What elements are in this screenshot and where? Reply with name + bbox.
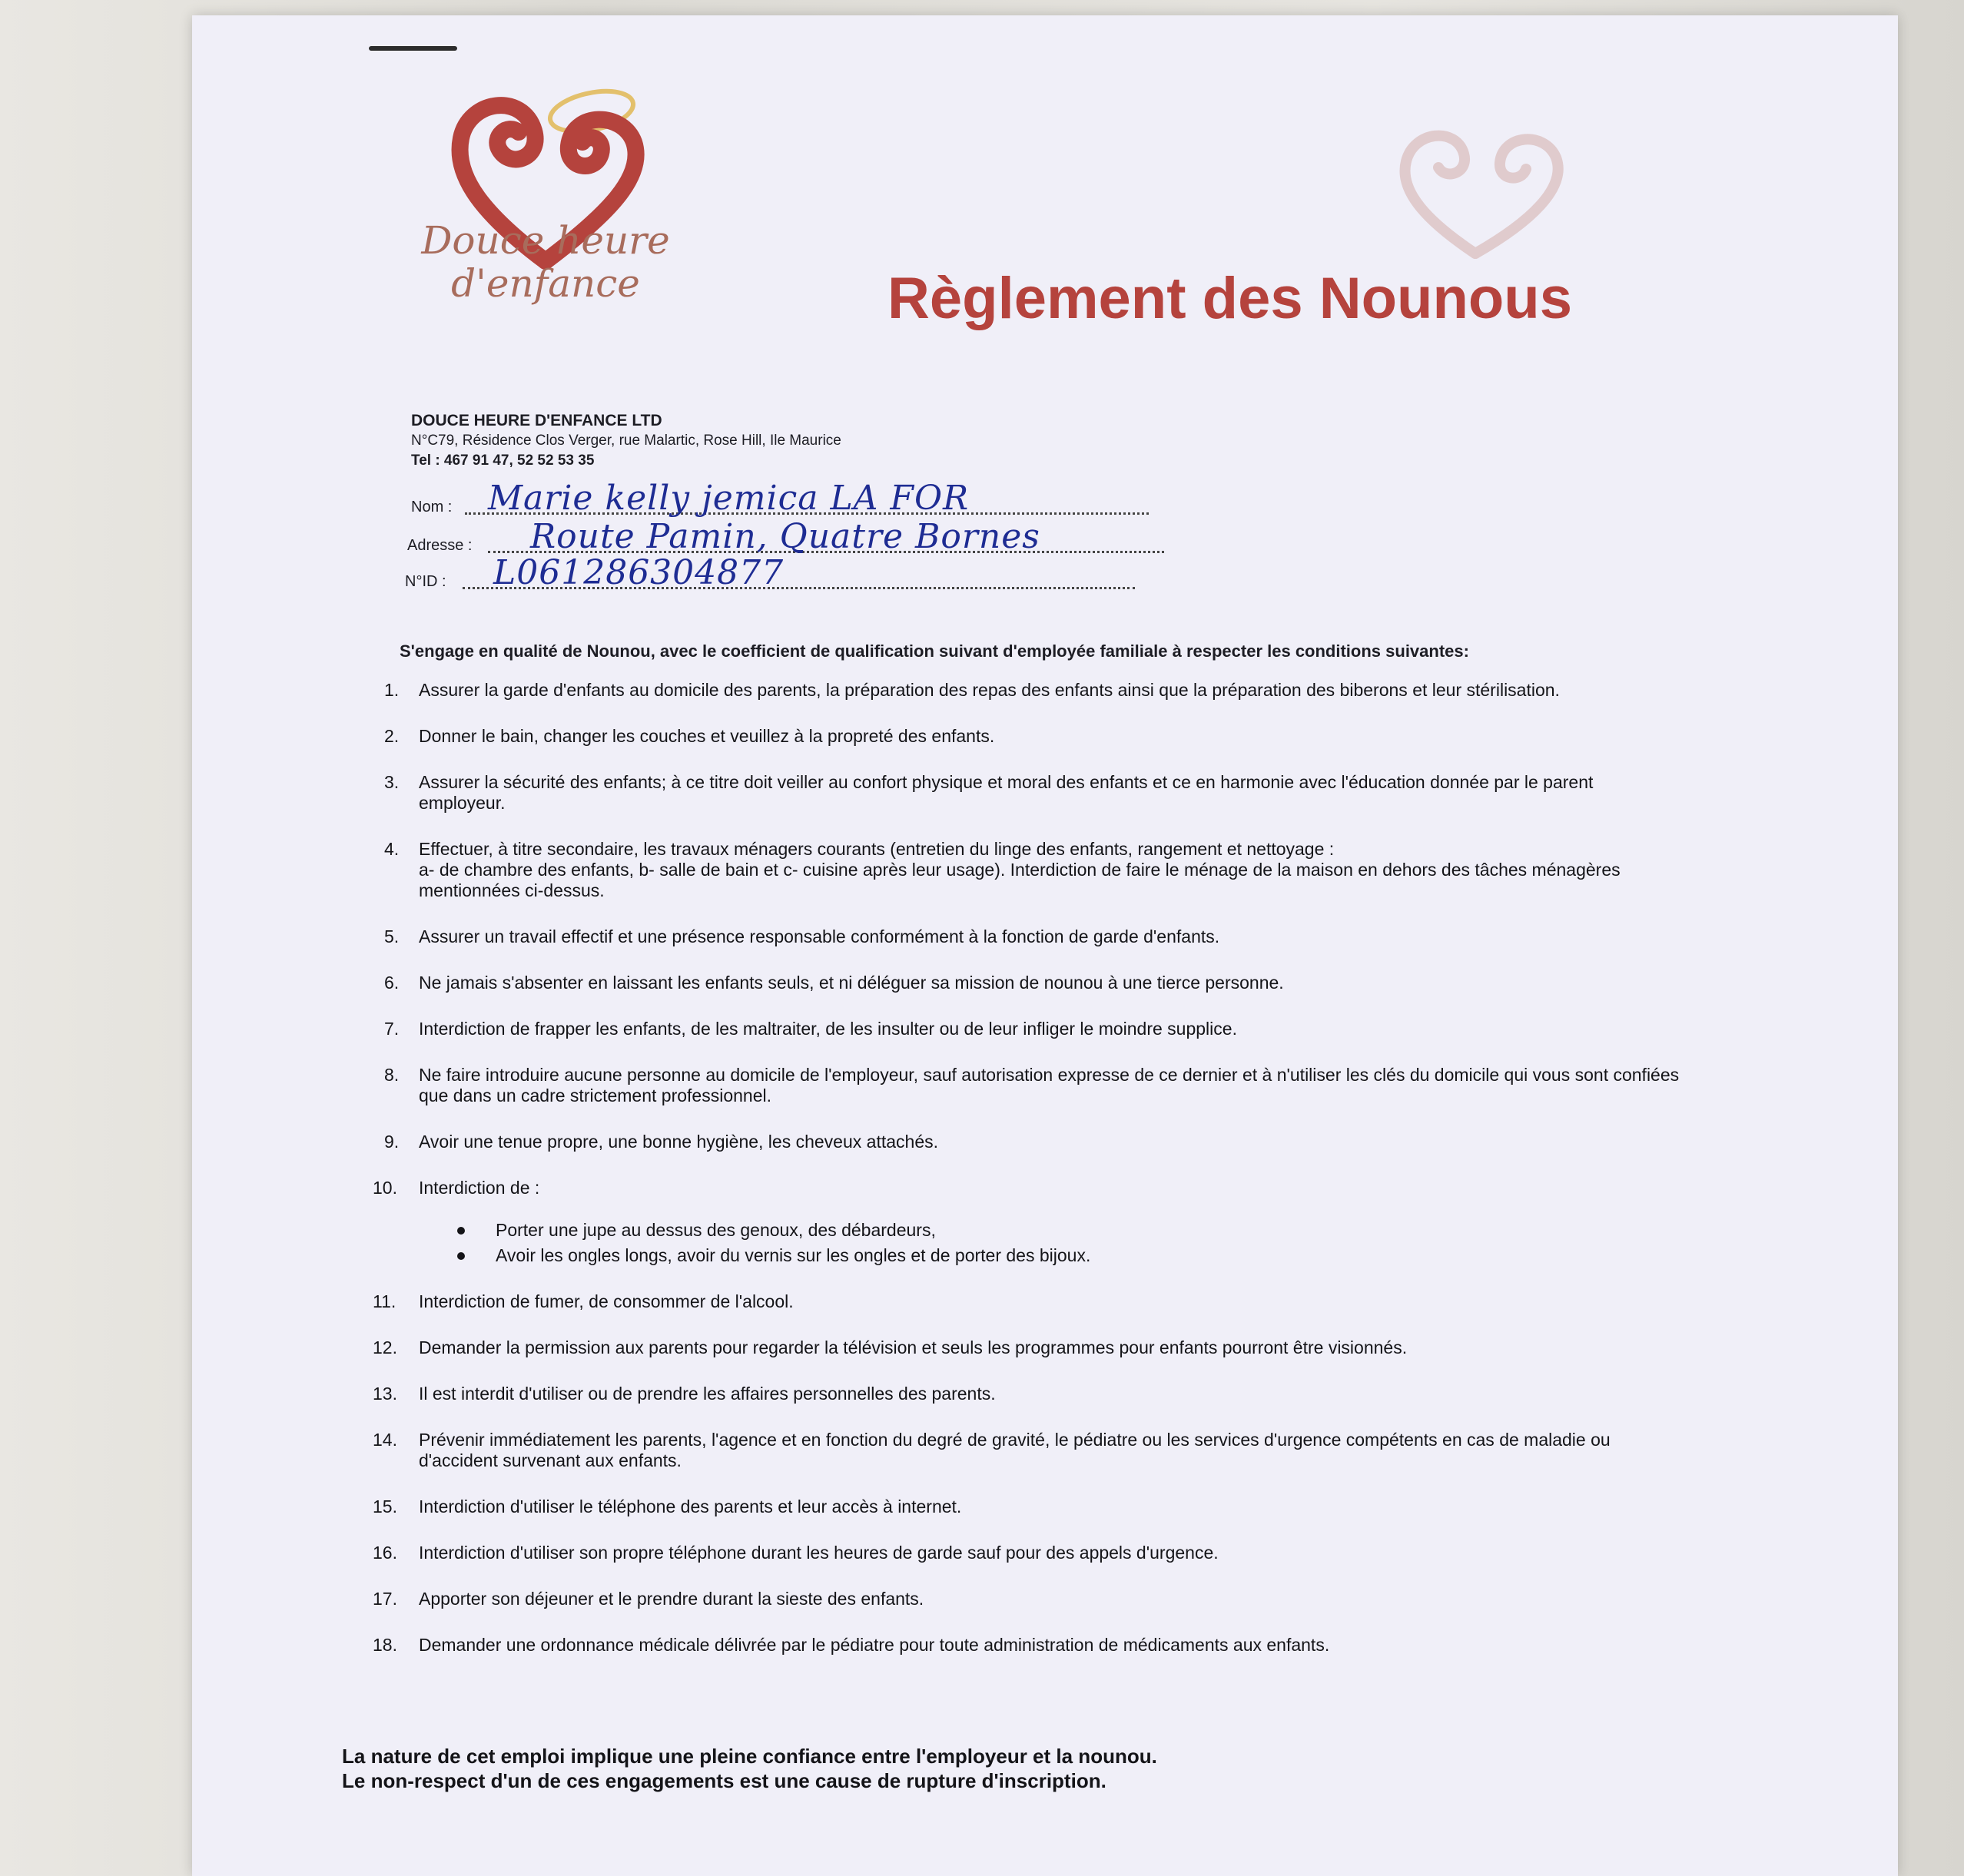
rule-number: 17.	[373, 1589, 397, 1609]
rule-text: Avoir une tenue propre, une bonne hygiène, les cheveux attachés.	[419, 1132, 938, 1152]
rule-number: 6.	[384, 973, 400, 993]
rule-text: Prévenir immédiatement les parents, l'agence et en fonction du degré de gravité, le pédiatre ou les services d'urgence compétents en cas de maladie ou d'accident survenant aux enfants.	[419, 1430, 1611, 1470]
rule-number: 8.	[384, 1065, 400, 1085]
rule-text: Interdiction d'utiliser son propre téléphone durant les heures de garde sauf pour des appels d'urgence.	[419, 1543, 1219, 1563]
rule-number: 9.	[384, 1132, 400, 1152]
id-handwritten-value: L061286304877	[493, 553, 785, 592]
rule-item	[361, 772, 1683, 814]
footer-statement	[342, 1744, 1648, 1793]
rule-text: Assurer un travail effectif et une présence responsable conformément à la fonction de garde d'enfants.	[419, 926, 1220, 946]
rule-number: 11.	[373, 1291, 396, 1311]
rule-text: Donner le bain, changer les couches et veuillez à la propreté des enfants.	[419, 726, 995, 746]
list-item: Porter une jupe au dessus des genoux, des débardeurs,	[450, 1220, 1683, 1241]
rule-item	[361, 1132, 1683, 1152]
list-item: Avoir les ongles longs, avoir du vernis sur les ongles et de porter des bijoux.	[450, 1245, 1683, 1266]
rule-number: 2.	[384, 726, 400, 746]
rule-item	[361, 1384, 1683, 1404]
rule-text: Assurer la garde d'enfants au domicile des parents, la préparation des repas des enfants ainsi que la préparation des biberons et leur stérilisation.	[419, 680, 1560, 700]
rule-item	[361, 1496, 1683, 1517]
rule-text: Ne jamais s'absenter en laissant les enfants seuls, et ni déléguer sa mission de nounou à une tierce personne.	[419, 973, 1284, 993]
heart-watermark-icon	[1383, 108, 1583, 261]
rule-text: Demander la permission aux parents pour regarder la télévision et seuls les programmes pour enfants pourront être visionnés.	[419, 1337, 1408, 1357]
rule-number: 12.	[373, 1337, 397, 1357]
company-header	[411, 411, 1103, 471]
rule-item	[361, 1019, 1683, 1039]
rule-text: Interdiction d'utiliser le téléphone des parents et leur accès à internet.	[419, 1496, 962, 1516]
intro-statement: S'engage en qualité de Nounou, avec le coefficient de qualification suivant d'employée familiale à respecter les conditions suivantes:	[400, 641, 1469, 661]
logo-wordmark: Douce heure d'enfance	[421, 218, 670, 306]
id-label: N°ID :	[405, 573, 446, 590]
rule-number: 7.	[384, 1019, 400, 1039]
rule-number: 15.	[373, 1496, 397, 1516]
rule-item	[361, 839, 1683, 901]
company-address: N°C79, Résidence Clos Verger, rue Malartic, Rose Hill, Ile Maurice	[411, 433, 841, 449]
rule-text: Interdiction de :	[419, 1178, 540, 1198]
nom-handwritten-value: Marie kelly jemica LA FOR	[488, 479, 970, 518]
rule-text: Interdiction de fumer, de consommer de l'alcool.	[419, 1291, 794, 1311]
rule-number: 14.	[373, 1430, 397, 1450]
staple-mark	[369, 46, 457, 51]
rule-text: Interdiction de frapper les enfants, de les maltraiter, de les insulter ou de leur infliger le moindre supplice.	[419, 1019, 1237, 1039]
adresse-handwritten-value: Route Pamin, Quatre Bornes	[530, 517, 1040, 556]
rule-item	[361, 1337, 1683, 1358]
rule-text: Il est interdit d'utiliser ou de prendre les affaires personnelles des parents.	[419, 1384, 996, 1404]
rule-item	[361, 680, 1683, 701]
rules-list	[361, 680, 1683, 1681]
rule-text: Demander une ordonnance médicale délivrée par le pédiatre pour toute administration de médicaments aux enfants.	[419, 1635, 1330, 1655]
rule-item	[361, 1430, 1683, 1471]
rule-item	[361, 726, 1683, 747]
rule-text: Assurer la sécurité des enfants; à ce titre doit veiller au confort physique et moral des enfants et ce en harmonie avec l'éducation donnée par le parent employeur.	[419, 772, 1594, 813]
id-field	[405, 553, 1135, 597]
rule-number: 16.	[373, 1543, 397, 1563]
company-tel: Tel : 467 91 47, 52 52 53 35	[411, 452, 595, 469]
nom-label: Nom :	[411, 499, 453, 515]
rule-item	[361, 1291, 1683, 1312]
rule-number: 4.	[384, 839, 400, 859]
rule-item	[361, 1635, 1683, 1656]
rule-number: 3.	[384, 772, 400, 792]
page-title: Règlement des Nounous	[887, 266, 1572, 331]
rule-number: 13.	[373, 1384, 397, 1404]
rule-item	[361, 1589, 1683, 1609]
rule-text: Ne faire introduire aucune personne au domicile de l'employeur, sauf autorisation expresse de ce dernier et à n'utiliser les clés du domicile qui vous sont confiées que dans un cadre strictement professionnel.	[419, 1065, 1680, 1105]
company-name: DOUCE HEURE D'ENFANCE LTD	[411, 412, 662, 429]
footer-line: La nature de cet emploi implique une pleine confiance entre l'employeur et la nounou.	[342, 1745, 1157, 1768]
rule-text: Apporter son déjeuner et le prendre durant la sieste des enfants.	[419, 1589, 924, 1609]
rule-item	[361, 1178, 1683, 1266]
rule-number: 10.	[373, 1178, 397, 1198]
adresse-label: Adresse :	[407, 537, 473, 554]
rule-text-continued: a- de chambre des enfants, b- salle de bain et c- cuisine après leur usage). Interdiction de faire le ménage de la maison en dehors des tâches ménagères mentionnées ci-dessus.	[419, 860, 1621, 900]
footer-line: Le non-respect d'un de ces engagements est une cause de rupture d'inscription.	[342, 1769, 1106, 1792]
rule-number: 18.	[373, 1635, 397, 1655]
rule-number: 5.	[384, 926, 400, 946]
rule-sublist	[450, 1220, 1683, 1266]
rule-item	[361, 1065, 1683, 1106]
rule-item	[361, 926, 1683, 947]
rule-text: Effectuer, à titre secondaire, les travaux ménagers courants (entretien du linge des enfants, rangement et nettoyage :	[419, 839, 1335, 859]
rule-number: 1.	[384, 680, 400, 700]
rule-item	[361, 1543, 1683, 1563]
rule-item	[361, 973, 1683, 993]
